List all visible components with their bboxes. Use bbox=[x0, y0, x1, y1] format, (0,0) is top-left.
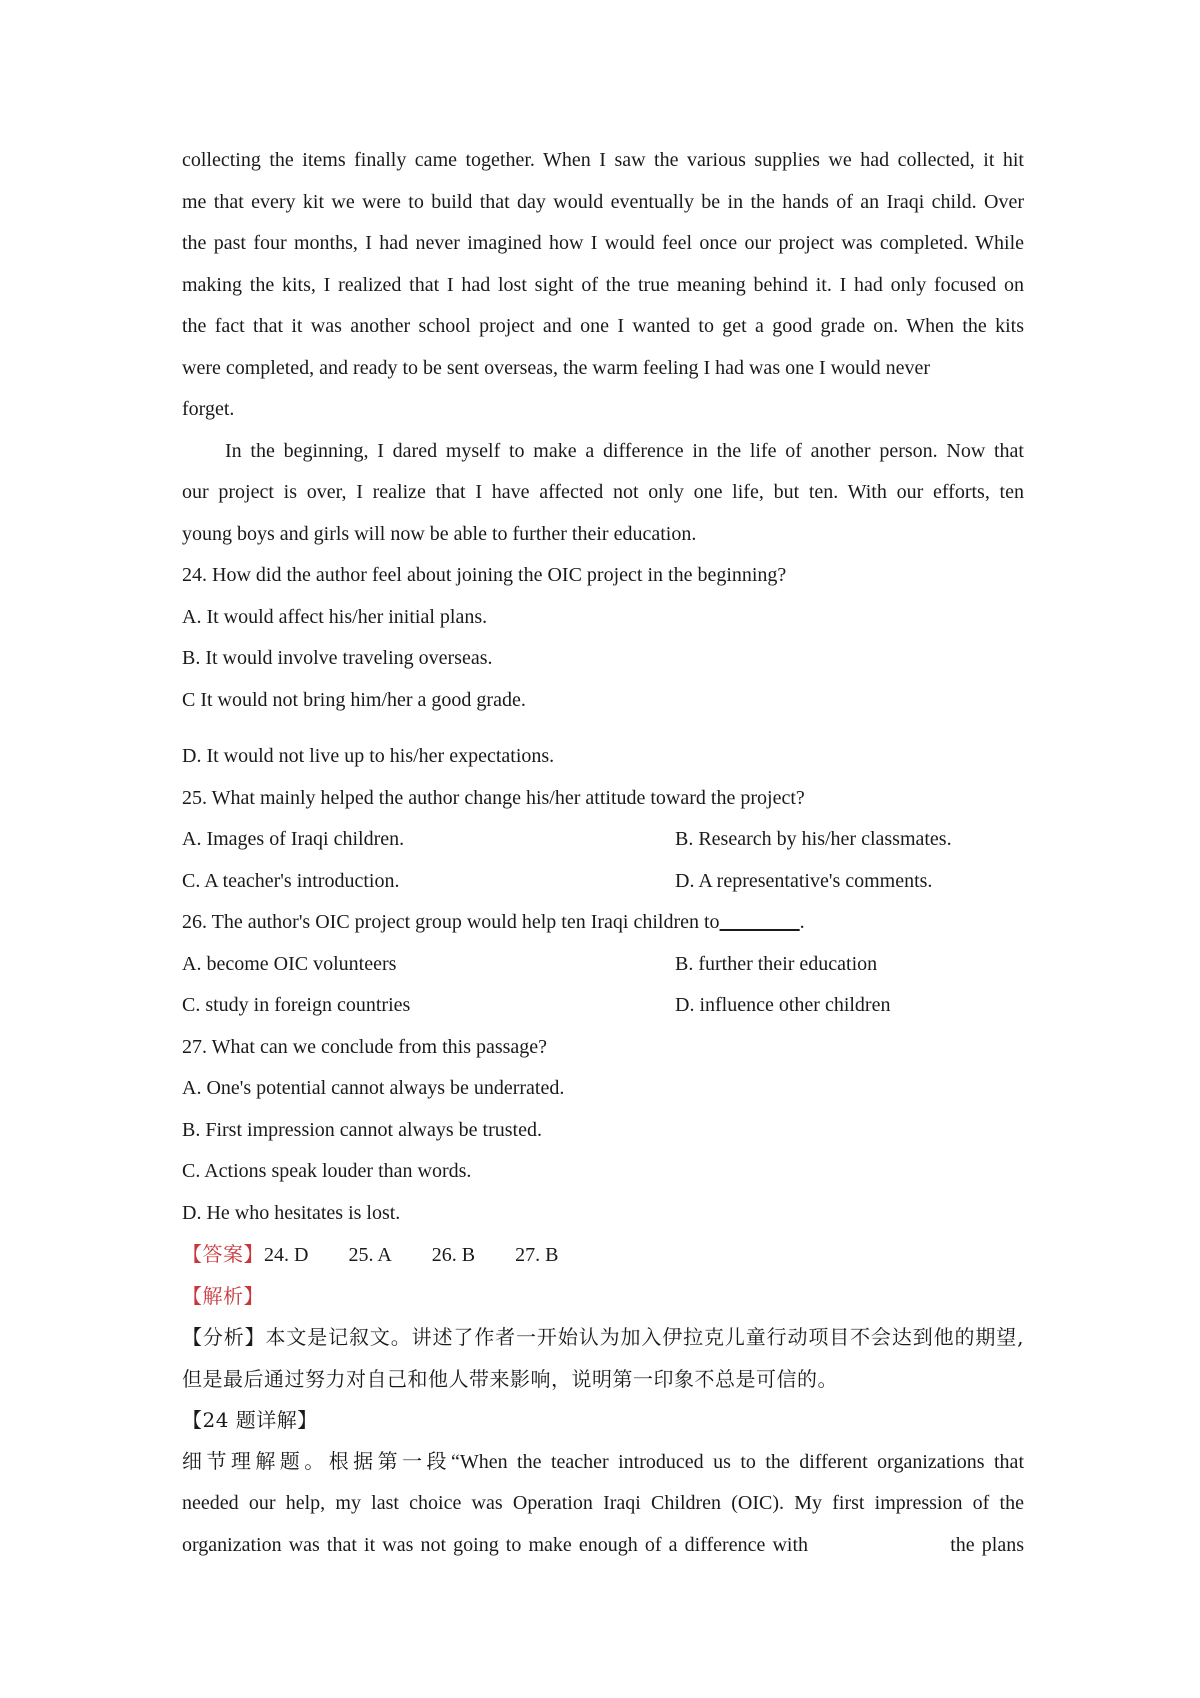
option-a: A. One's potential cannot always be underrated. bbox=[182, 1077, 565, 1099]
text-line: me that every kit we were to build that day would eventually be in the hands of an Iraqi child. Over bbox=[182, 190, 1024, 213]
option-b: B. Research by his/her classmates. bbox=[675, 828, 952, 850]
passage-paragraph-2 bbox=[182, 431, 1024, 556]
text-line: the past four months, I had never imagined how I would feel once our project was completed. While bbox=[182, 232, 1024, 254]
question-26 bbox=[182, 902, 1024, 1027]
option-b: B. It would involve traveling overseas. bbox=[182, 647, 493, 669]
document-page bbox=[182, 140, 1024, 1566]
option-row bbox=[182, 819, 1024, 861]
question-stem: 25. What mainly helped the author change his/her attitude toward the project? bbox=[182, 786, 805, 809]
answer-item: 25. A bbox=[348, 1244, 392, 1266]
option-a: A. become OIC volunteers bbox=[182, 952, 397, 975]
answer-blank: ________ bbox=[719, 911, 800, 933]
answer-line bbox=[182, 1234, 1024, 1276]
option-d: D. He who hesitates is lost. bbox=[182, 1201, 401, 1224]
analysis-label: 【解析】 bbox=[182, 1283, 264, 1308]
option-d: D. It would not live up to his/her expectations. bbox=[182, 745, 555, 767]
answer-item: 27. B bbox=[515, 1244, 559, 1266]
text-line: forget. bbox=[182, 398, 235, 420]
option-b: B. First impression cannot always be trusted. bbox=[182, 1118, 542, 1141]
text-line: young boys and girls will now be able to further their education. bbox=[182, 522, 697, 545]
q24-detail-line: 细节理解题。根据第一段“When the teacher introduced us to the different organizations that bbox=[182, 1450, 1024, 1473]
option-b: B. further their education bbox=[675, 952, 878, 975]
question-stem: 27. What can we conclude from this passage? bbox=[182, 1035, 548, 1058]
answer-item: 24. D bbox=[264, 1244, 309, 1266]
text-line: making the kits, I realized that I had lost sight of the true meaning behind it. I had only focused on bbox=[182, 273, 1024, 296]
q24-detail-line: needed our help, my last choice was Operation Iraqi Children (OIC). My first impression of the bbox=[182, 1492, 1024, 1514]
text-line: the fact that it was another school project and one I wanted to get a good grade on. When the kits bbox=[182, 315, 1024, 337]
text-line: our project is over, I realize that I have affected not only one life, but ten. With our efforts, ten bbox=[182, 481, 1024, 503]
analysis-summary-line: 但是最后通过努力对自己和他人带来影响，说明第一印象不总是可信的。 bbox=[182, 1366, 838, 1391]
question-27 bbox=[182, 1027, 1024, 1235]
answer-label: 【答案】 bbox=[182, 1242, 264, 1266]
q24-detail-heading: 【24 题详解】 bbox=[182, 1408, 318, 1432]
option-c: C. Actions speak louder than words. bbox=[182, 1160, 472, 1182]
question-stem: 24. How did the author feel about joining the OIC project in the beginning? bbox=[182, 564, 787, 586]
passage-paragraph-1 bbox=[182, 140, 1024, 431]
option-d: D. influence other children bbox=[675, 994, 891, 1016]
text-line: were completed, and ready to be sent overseas, the warm feeling I had was one I would never bbox=[182, 356, 931, 379]
question-24 bbox=[182, 555, 1024, 778]
option-d: D. A representative's comments. bbox=[675, 869, 933, 892]
option-row bbox=[182, 944, 1024, 986]
option-row bbox=[182, 861, 1024, 903]
text-line: collecting the items finally came together. When I saw the various supplies we had collected, it hit bbox=[182, 149, 1024, 171]
text-line: In the beginning, I dared myself to make a difference in the life of another person. Now that bbox=[225, 439, 1024, 462]
q24-detail-line: organization was that it was not going to make enough of a difference with the plans bbox=[182, 1533, 1024, 1556]
question-25 bbox=[182, 778, 1024, 903]
question-stem-end: . bbox=[799, 911, 805, 933]
analysis-summary-line: 【分析】本文是记叙文。讲述了作者一开始认为加入伊拉克儿童行动项目不会达到他的期望, bbox=[182, 1325, 1024, 1349]
option-row bbox=[182, 985, 1024, 1027]
option-c: C. study in foreign countries bbox=[182, 994, 411, 1016]
question-stem-text: 26. The author's OIC project group would help ten Iraqi children to bbox=[182, 911, 720, 933]
option-c: C. A teacher's introduction. bbox=[182, 869, 400, 892]
option-a: A. It would affect his/her initial plans. bbox=[182, 605, 488, 628]
question-stem bbox=[182, 902, 1024, 944]
option-a: A. Images of Iraqi children. bbox=[182, 828, 405, 850]
spacer bbox=[182, 721, 1024, 736]
answer-item: 26. B bbox=[431, 1244, 476, 1266]
option-c: C It would not bring him/her a good grade. bbox=[182, 688, 526, 711]
